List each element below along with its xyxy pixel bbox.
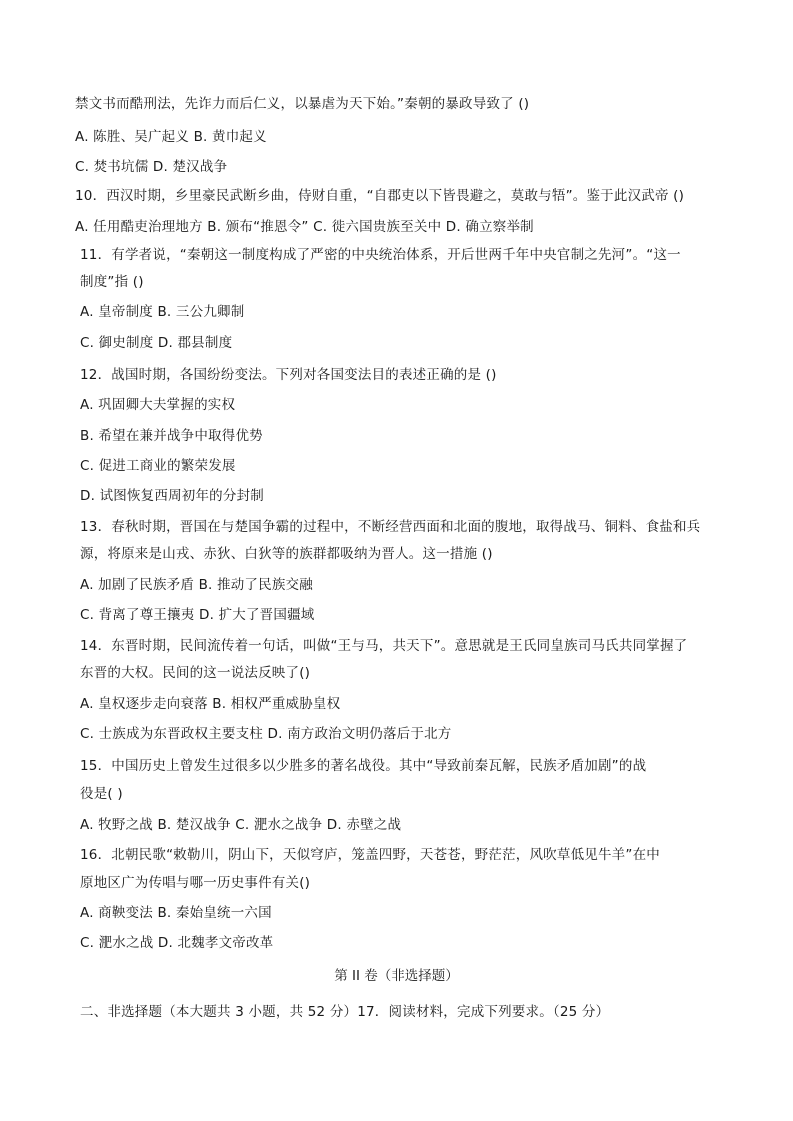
q15-stem-line2: 役是( ) <box>80 786 123 802</box>
q11-stem-line2: 制度”指 () <box>80 274 144 290</box>
q12-option-b: B. 希望在兼并战争中取得优势 <box>80 428 263 444</box>
q16-options-ab: A. 商鞅变法 B. 秦始皇统一六国 <box>80 905 272 921</box>
q9-stem-continuation: 禁文书而酷刑法，先诈力而后仁义，以暴虐为天下始。”秦朝的暴政导致了 () <box>75 96 530 112</box>
q14-stem: 14．东晋时期，民间流传着一句话，叫做“王与马，共天下”。意思就是王氏同皇族司马氏共同掌握了 <box>80 638 688 654</box>
q12-option-d: D. 试图恢复西周初年的分封制 <box>80 488 264 504</box>
q12-stem: 12．战国时期，各国纷纷变法。下列对各国变法目的表述正确的是 () <box>80 367 497 383</box>
q9-options-cd: C. 焚书坑儒 D. 楚汉战争 <box>75 159 228 175</box>
q14-options-ab: A. 皇权逐步走向衰落 B. 相权严重威胁皇权 <box>80 696 341 712</box>
q13-options-ab: A. 加剧了民族矛盾 B. 推动了民族交融 <box>80 577 313 593</box>
q11-options-cd: C. 御史制度 D. 郡县制度 <box>80 335 233 351</box>
q14-stem-line2: 东晋的大权。民间的这一说法反映了() <box>80 665 311 681</box>
q13-stem: 13．春秋时期，晋国在与楚国争霸的过程中，不断经营西面和北面的腹地，取得战马、铜料、食盐和兵 <box>80 519 701 535</box>
q13-options-cd: C. 背离了尊王攘夷 D. 扩大了晋国疆域 <box>80 607 315 623</box>
q10-options: A. 任用酷吏治理地方 B. 颁布“推恩令” C. 徙六国贵族至关中 D. 确立察举制 <box>75 219 534 235</box>
q14-options-cd: C. 士族成为东晋政权主要支柱 D. 南方政治文明仍落后于北方 <box>80 726 452 742</box>
q16-options-cd: C. 淝水之战 D. 北魏孝文帝改革 <box>80 935 274 951</box>
q15-stem: 15．中国历史上曾发生过很多以少胜多的著名战役。其中“导致前秦瓦解，民族矛盾加剧”的战 <box>80 758 647 774</box>
q12-option-a: A. 巩固卿大夫掌握的实权 <box>80 397 236 413</box>
q15-options: A. 牧野之战 B. 楚汉战争 C. 淝水之战争 D. 赤壁之战 <box>80 817 402 833</box>
q11-options-ab: A. 皇帝制度 B. 三公九卿制 <box>80 304 245 320</box>
q11-stem: 11．有学者说，“秦朝这一制度构成了严密的中央统治体系，开后世两千年中央官制之先河”。“这一 <box>80 247 681 263</box>
q10-stem: 10．西汉时期，乡里豪民武断乡曲，侍财自重，“自郡吏以下皆畏避之，莫敢与牾”。鉴于此汉武帝 () <box>75 188 685 204</box>
q16-stem: 16．北朝民歌“敕勒川，阴山下，天似穹庐，笼盖四野，天苍苍，野茫茫，风吹草低见牛羊”在中 <box>80 847 660 863</box>
part-two-heading: 二、非选择题（本大题共 3 小题，共 52 分）17．阅读材料，完成下列要求。（25 分） <box>80 1004 610 1020</box>
q12-option-c: C. 促进工商业的繁荣发展 <box>80 458 236 474</box>
q9-options-ab: A. 陈胜、吴广起义 B. 黄巾起义 <box>75 129 267 145</box>
q13-stem-line2: 源，将原来是山戎、赤狄、白狄等的族群都吸纳为晋人。这一措施 () <box>80 546 493 562</box>
section-title: 第 II 卷（非选择题） <box>334 968 459 984</box>
q16-stem-line2: 原地区广为传唱与哪一历史事件有关() <box>80 875 311 891</box>
